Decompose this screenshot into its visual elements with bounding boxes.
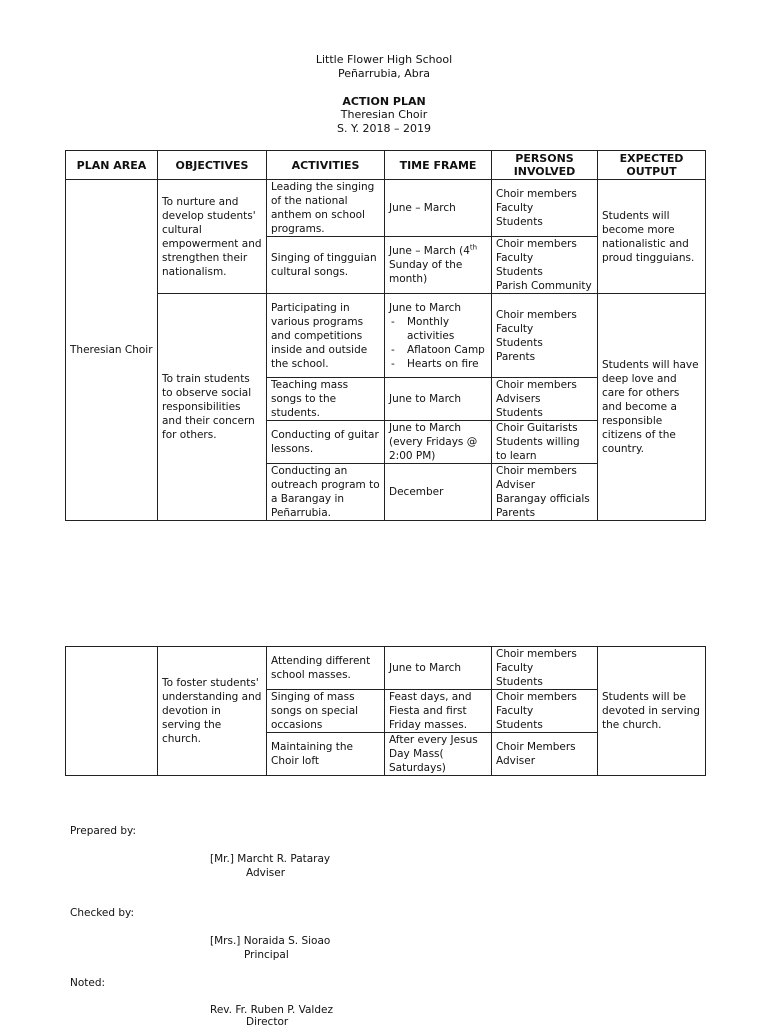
time-frame-list xyxy=(389,315,487,371)
expected-output-cell: Students will be devoted in serving the church. xyxy=(598,647,706,776)
time-frame-text: June to March xyxy=(389,301,462,314)
time-frame-item: - Hearts on fire xyxy=(389,357,487,371)
person-entry: Choir members xyxy=(496,465,577,477)
persons-cell xyxy=(492,421,598,464)
prepared-by-name: [Mr.] Marcht R. Pataray xyxy=(210,853,331,865)
persons-cell xyxy=(492,180,598,237)
activity-cell: Singing of tingguian cultural songs. xyxy=(267,237,385,294)
document-title: ACTION PLAN xyxy=(342,95,426,108)
person-entry: Barangay officials xyxy=(496,493,590,505)
column-header: PLAN AREA xyxy=(66,151,158,180)
objective-cell: To train students to observe social responsibilities and their concern for others. xyxy=(158,294,267,521)
time-frame-cell xyxy=(385,294,492,378)
time-frame-item: - Aflatoon Camp xyxy=(389,343,487,357)
noted-by-role: Director xyxy=(246,1016,289,1028)
activity-cell: Participating in various programs and competitions inside and outside the school. xyxy=(267,294,385,378)
person-entry: Choir members xyxy=(496,188,577,200)
person-entry: Students xyxy=(496,336,543,349)
table-row xyxy=(66,180,706,237)
person-entry: Parents xyxy=(496,350,536,363)
person-entry: Choir Guitarists xyxy=(496,422,578,434)
persons-cell xyxy=(492,464,598,521)
person-entry: Choir members xyxy=(496,379,577,391)
column-header: PERSONS INVOLVED xyxy=(492,151,598,180)
persons-cell xyxy=(492,237,598,294)
person-entry: Students willing to learn xyxy=(496,436,580,462)
person-entry: Parish Community xyxy=(496,280,592,292)
time-frame-cell: December xyxy=(385,464,492,521)
persons-cell xyxy=(492,690,598,733)
person-entry: Adviser xyxy=(496,755,536,767)
activity-cell: Leading the singing of the national anthem on school programs. xyxy=(267,180,385,237)
person-entry: Adviser xyxy=(496,479,536,491)
column-header: ACTIVITIES xyxy=(267,151,385,180)
activity-cell: Singing of mass songs on special occasions xyxy=(267,690,385,733)
school-location: Peñarrubia, Abra xyxy=(337,67,431,80)
person-entry: Advisers xyxy=(496,393,541,405)
person-entry: Students xyxy=(496,216,543,228)
action-plan-table-continued xyxy=(65,646,706,776)
person-entry: Parents xyxy=(496,507,536,519)
prepared-by-role: Adviser xyxy=(246,867,286,879)
person-entry: Choir Members xyxy=(496,741,576,753)
person-entry: Faculty xyxy=(496,705,534,717)
activity-cell: Conducting of guitar lessons. xyxy=(267,421,385,464)
column-header: EXPECTED OUTPUT xyxy=(598,151,706,180)
activity-cell: Teaching mass songs to the students. xyxy=(267,378,385,421)
persons-cell xyxy=(492,378,598,421)
person-entry: Students xyxy=(496,407,543,419)
ordinal-suffix: th xyxy=(469,243,478,252)
action-plan-table xyxy=(65,150,706,521)
table-header-row xyxy=(66,151,706,180)
time-frame-cell xyxy=(385,237,492,294)
checked-by-role: Principal xyxy=(244,949,289,961)
time-frame-cell: After every Jesus Day Mass( Saturdays) xyxy=(385,733,492,776)
column-header: TIME FRAME xyxy=(385,151,492,180)
expected-output-cell: Students will have deep love and care for others and become a responsible citizens of the country. xyxy=(598,294,706,521)
person-entry: Students xyxy=(496,676,543,688)
plan-area-cell: Theresian Choir xyxy=(66,180,158,521)
expected-output-cell: Students will become more nationalistic and proud tingguians. xyxy=(598,180,706,294)
noted-by-name: Rev. Fr. Ruben P. Valdez xyxy=(210,1004,333,1016)
person-entry: Choir members xyxy=(496,238,577,250)
noted-label: Noted: xyxy=(70,977,106,989)
plan-area-cell xyxy=(66,647,158,776)
activity-cell: Conducting an outreach program to a Barangay in Peñarrubia. xyxy=(267,464,385,521)
objective-cell: To nurture and develop students' cultural empowerment and strengthen their nationalism. xyxy=(158,180,267,294)
time-frame-cell: June to March xyxy=(385,378,492,421)
table-row xyxy=(66,294,706,378)
persons-cell xyxy=(492,733,598,776)
activity-cell: Attending different school masses. xyxy=(267,647,385,690)
persons-cell xyxy=(492,647,598,690)
person-entry: Students xyxy=(496,266,543,278)
time-frame-text: June – March (4 xyxy=(389,245,470,257)
time-frame-item: - Monthly activities xyxy=(389,315,487,343)
persons-cell xyxy=(492,294,598,378)
school-year: S. Y. 2018 – 2019 xyxy=(337,122,431,135)
time-frame-cell: June to March (every Fridays @ 2:00 PM) xyxy=(385,421,492,464)
time-frame-cell: June to March xyxy=(385,647,492,690)
checked-by-name: [Mrs.] Noraida S. Sioao xyxy=(210,935,331,947)
school-name: Little Flower High School xyxy=(315,53,453,66)
person-entry: Faculty xyxy=(496,252,534,264)
organization-name: Theresian Choir xyxy=(340,108,428,121)
person-entry: Students xyxy=(496,719,543,731)
time-frame-text: Sunday of the month) xyxy=(389,259,463,285)
person-entry: Choir members xyxy=(496,308,577,321)
person-entry: Faculty xyxy=(496,662,534,674)
time-frame-cell: June – March xyxy=(385,180,492,237)
objective-cell: To foster students' understanding and devotion in serving the church. xyxy=(158,647,267,776)
person-entry: Faculty xyxy=(496,322,534,335)
activity-cell: Maintaining the Choir loft xyxy=(267,733,385,776)
person-entry: Choir members xyxy=(496,691,577,703)
prepared-by-label: Prepared by: xyxy=(70,825,136,837)
person-entry: Faculty xyxy=(496,202,534,214)
checked-by-label: Checked by: xyxy=(70,907,135,919)
time-frame-cell: Feast days, and Fiesta and first Friday masses. xyxy=(385,690,492,733)
person-entry: Choir members xyxy=(496,648,577,660)
column-header: OBJECTIVES xyxy=(158,151,267,180)
table-row xyxy=(66,647,706,690)
